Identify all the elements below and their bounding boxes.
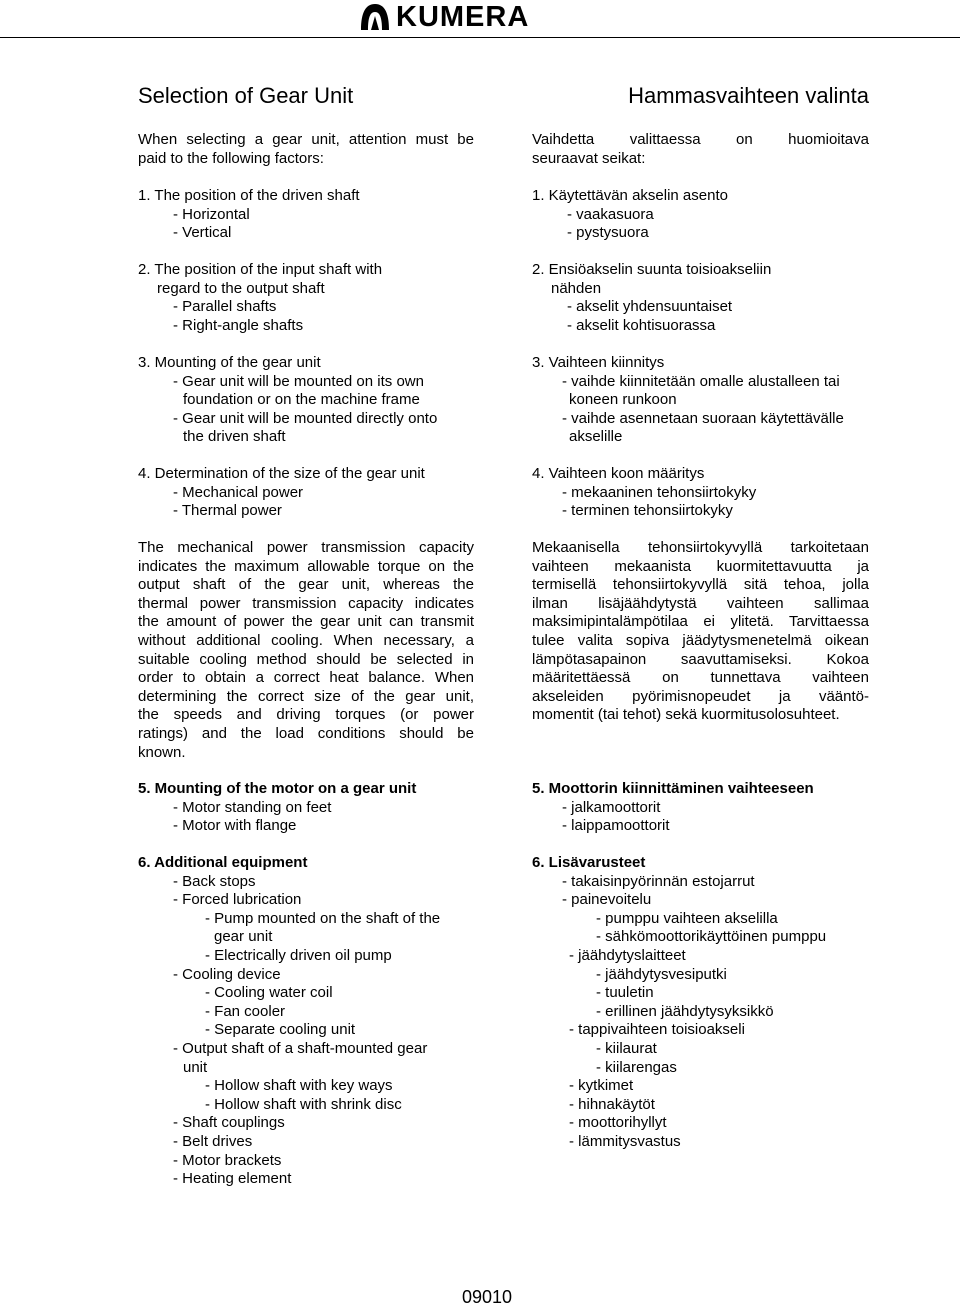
list-item: - pystysuora	[567, 224, 649, 242]
list-item: - Pump mounted on the shaft of the	[205, 909, 441, 927]
list-item: - Shaft couplings	[173, 1114, 285, 1132]
list-item: - Hollow shaft with key ways	[205, 1077, 393, 1095]
list-item: - jäähdytyslaitteet	[569, 946, 686, 964]
section-heading: nähden	[551, 279, 602, 297]
fi-section-6	[532, 854, 869, 1152]
list-item: the driven shaft	[183, 428, 286, 446]
list-item: - Cooling device	[173, 965, 281, 983]
list-item: - terminen tehonsiirtokyky	[562, 502, 733, 520]
en-section-2	[138, 261, 474, 335]
list-item: - Motor standing on feet	[173, 798, 332, 816]
section-heading: 3. Vaihteen kiinnitys	[532, 354, 665, 371]
list-item: - Hollow shaft with shrink disc	[205, 1095, 402, 1113]
list-item: foundation or on the machine frame	[183, 391, 420, 409]
en-section-6	[138, 854, 474, 1189]
en-section-1	[138, 187, 474, 243]
paragraph-line: known.	[138, 743, 186, 761]
list-item: - Back stops	[173, 872, 256, 890]
paragraph-line: määritettäessä on tunnettava vaihteen	[532, 669, 869, 687]
paragraph-line: ilman lisäjäähdytystä vaihteen sallimaa	[532, 594, 869, 612]
list-item: - lämmitysvastus	[569, 1132, 681, 1150]
page-header	[0, 0, 960, 38]
list-item: - tuuletin	[596, 984, 654, 1002]
english-title: Selection of Gear Unit	[138, 83, 354, 108]
paragraph-line: vaihteen mekaanista kuormitettavuutta ja	[532, 557, 869, 575]
header-rule	[0, 37, 960, 38]
paragraph-line: termisellä tehonsiirtokyvyllä sitä tehoa, jolla	[532, 576, 869, 594]
list-item: - Vertical	[173, 224, 232, 242]
list-item: - tappivaihteen toisioakseli	[569, 1021, 745, 1039]
list-item: - erillinen jäähdytysyksikkö	[596, 1002, 774, 1020]
list-item: - laippamoottorit	[562, 817, 670, 835]
fi-section-5	[532, 780, 869, 836]
list-item: - Gear unit will be mounted on its own	[173, 372, 424, 390]
list-item: - Separate cooling unit	[205, 1021, 356, 1039]
paragraph-line: the amount of power the gear unit can transmit	[138, 613, 474, 631]
list-item: - vaihde asennetaan suoraan käytettävälle	[562, 409, 844, 427]
list-item: - takaisinpyörinnän estojarrut	[562, 872, 755, 890]
list-item: unit	[183, 1058, 208, 1076]
en-paragraph	[138, 539, 474, 762]
intro-line: When selecting a gear unit, attention must be	[138, 131, 474, 148]
list-item: - jalkamoottorit	[562, 798, 661, 816]
fi-section-4	[532, 465, 869, 521]
list-item: - Parallel shafts	[173, 298, 277, 316]
list-item: - moottorihyllyt	[569, 1114, 667, 1132]
paragraph-line: without additional cooling. When necessary, a	[138, 631, 474, 649]
list-item: - pumppu vaihteen akselilla	[596, 909, 778, 927]
fi-section-2	[532, 261, 869, 335]
list-item: - hihnakäytöt	[569, 1095, 655, 1113]
paragraph-line: order to obtain a correct heat balance. When	[138, 669, 474, 687]
paragraph-line: output shaft of the gear unit, whereas the	[138, 576, 474, 594]
section-heading: regard to the output shaft	[157, 279, 325, 297]
intro-line: Vaihdetta valittaessa on huomioitava	[532, 131, 869, 148]
section-heading: 2. The position of the input shaft with	[138, 261, 383, 278]
list-item: - Heating element	[173, 1170, 292, 1188]
section-heading: 5. Mounting of the motor on a gear unit	[138, 780, 417, 797]
finnish-title: Hammasvaihteen valinta	[628, 83, 869, 108]
list-item: - Motor with flange	[173, 817, 297, 835]
section-heading: 1. The position of the driven shaft	[138, 187, 360, 204]
list-item: - Fan cooler	[205, 1002, 286, 1020]
en-section-3	[138, 354, 474, 447]
english-intro	[138, 131, 474, 168]
paragraph-line: akseleiden pyörimisnopeudet ja vääntö-	[532, 687, 869, 705]
list-item: - akselit kohtisuorassa	[567, 316, 716, 334]
section-heading: 3. Mounting of the gear unit	[138, 354, 321, 371]
en-section-4	[138, 465, 474, 521]
list-item: - kytkimet	[569, 1077, 634, 1095]
list-item: - Belt drives	[173, 1132, 253, 1150]
page-number: 09010	[462, 1287, 513, 1304]
list-item: - sähkömoottorikäyttöinen pumppu	[596, 928, 827, 946]
section-heading: 2. Ensiöakselin suunta toisioakseliin	[532, 261, 772, 278]
section-heading: 4. Vaihteen koon määritys	[532, 465, 705, 482]
paragraph-line: indicates the maximum allowable torque on the	[138, 557, 474, 575]
list-item: - Right-angle shafts	[173, 316, 304, 334]
list-item: - vaihde kiinnitetään omalle alustalleen tai	[562, 372, 840, 390]
paragraph-line: ratings) and the load conditions should be	[138, 724, 474, 742]
list-item: - mekaaninen tehonsiirtokyky	[562, 483, 757, 501]
list-item: akselille	[569, 428, 623, 446]
section-heading: 6. Additional equipment	[138, 854, 308, 871]
en-section-5	[138, 780, 474, 836]
finnish-intro	[532, 131, 869, 168]
list-item: - vaakasuora	[567, 205, 654, 223]
intro-line: seuraavat seikat:	[532, 149, 646, 167]
list-item: - Mechanical power	[173, 483, 304, 501]
list-item: - Cooling water coil	[205, 984, 333, 1002]
paragraph-line: thermal power transmission capacity indicates	[138, 594, 474, 612]
list-item: koneen runkoon	[569, 391, 677, 409]
paragraph-line: The mechanical power transmission capacity	[138, 539, 474, 556]
kumera-logo	[360, 2, 529, 32]
paragraph-line: momentit (tai tehot) sekä kuormitusolosuhteet.	[532, 706, 840, 724]
kumera-logo-icon	[360, 2, 390, 32]
list-item: - Forced lubrication	[173, 891, 302, 909]
paragraph-line: maksimipintalämpötilaa ei ylitetä. Tarvittaessa	[532, 613, 869, 631]
list-item: - Gear unit will be mounted directly onto	[173, 409, 438, 427]
list-item: - Electrically driven oil pump	[205, 946, 392, 964]
list-item: - akselit yhdensuuntaiset	[567, 298, 733, 316]
list-item: - Horizontal	[173, 205, 250, 223]
paragraph-line: the speeds and driving torques (or power	[138, 706, 474, 724]
list-item: - jäähdytysvesiputki	[596, 965, 727, 983]
fi-section-3	[532, 354, 869, 447]
paragraph-line: lämpötasapainon saavuttamiseksi. Kokoa	[532, 650, 869, 668]
paragraph-line: Mekaanisella tehonsiirtokyvyllä tarkoitetaan	[532, 539, 869, 556]
list-item: gear unit	[214, 928, 273, 946]
list-item: - kiilarengas	[596, 1058, 677, 1076]
fi-section-1	[532, 187, 869, 243]
section-heading: 4. Determination of the size of the gear unit	[138, 465, 425, 482]
section-heading: 6. Lisävarusteet	[532, 854, 646, 871]
paragraph-line: determining the correct size of the gear unit,	[138, 687, 474, 705]
paragraph-line: suitable cooling method should be selected in	[138, 650, 474, 668]
list-item: - Output shaft of a shaft-mounted gear	[173, 1039, 428, 1057]
list-item: - painevoitelu	[562, 891, 652, 909]
paragraph-line: tulee valita sopiva jäädytysmenetelmä oikean	[532, 631, 869, 649]
fi-paragraph	[532, 539, 869, 725]
section-heading: 5. Moottorin kiinnittäminen vaihteeseen	[532, 780, 814, 797]
intro-line: paid to the following factors:	[138, 149, 324, 167]
section-heading: 1. Käytettävän akselin asento	[532, 187, 728, 204]
logo-text: KUMERA	[396, 1, 530, 33]
list-item: - kiilaurat	[596, 1039, 657, 1057]
list-item: - Motor brackets	[173, 1151, 282, 1169]
list-item: - Thermal power	[173, 502, 282, 520]
